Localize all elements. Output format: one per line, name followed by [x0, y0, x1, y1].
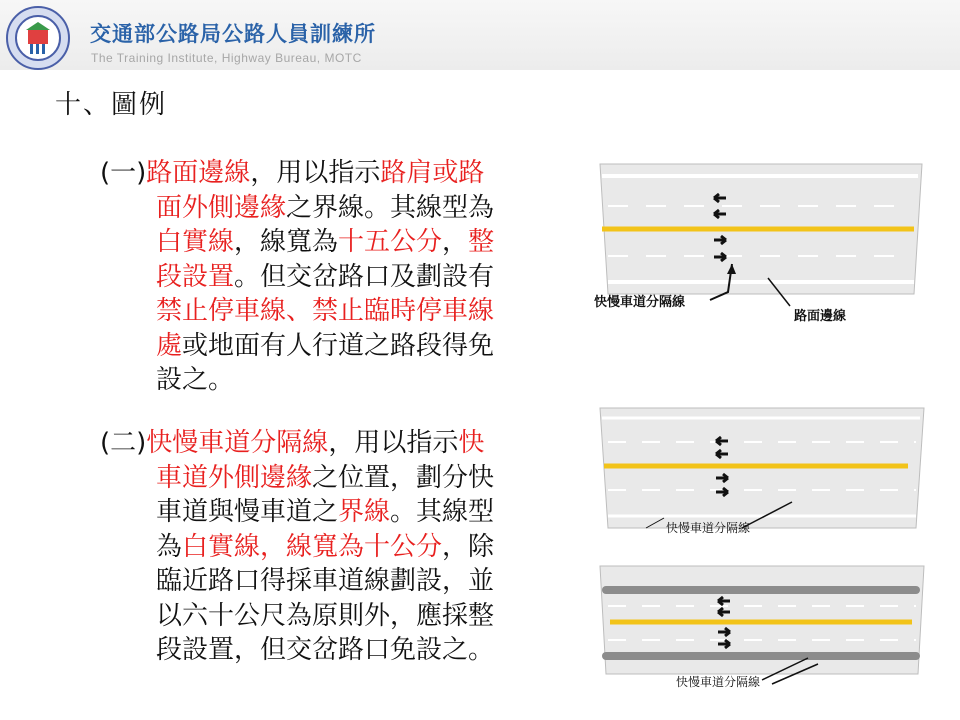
body-text: 段設置，但交岔路口免設之。 — [156, 635, 495, 665]
body-text: 為 — [156, 531, 183, 562]
highlighted-text: 面外側邊緣 — [156, 192, 287, 223]
fig1-divider-label: 快慢車道分隔線 — [594, 295, 686, 310]
item2-line — [100, 599, 494, 634]
highlighted-text: 整 — [468, 227, 495, 257]
item2-line — [100, 633, 494, 668]
highlighted-text: 界線 — [338, 497, 391, 527]
org-name-en: The Training Institute, Highway Bureau, MOTC — [91, 51, 362, 65]
body-text: 。但交岔路口及劃設有 — [234, 261, 495, 292]
org-name: 交通部公路局公路人員訓練所 — [90, 22, 376, 46]
item1-marker: (一) — [100, 158, 147, 188]
item1-line — [100, 294, 494, 329]
figure-divider-line-a — [594, 404, 928, 550]
body-text: 。其線型 — [390, 497, 495, 527]
highlighted-text: 禁止停車線、禁止臨時停車線 — [156, 296, 495, 326]
highlighted-text: 白實線，線寬為十公分 — [182, 531, 443, 562]
item1-line — [100, 156, 494, 191]
highlighted-text: 快 — [458, 428, 485, 458]
body-text: ，用以指示 — [250, 158, 381, 188]
body-text: ， — [442, 227, 469, 257]
body-text: 車道與慢車道之 — [156, 497, 339, 527]
item1-line — [100, 225, 494, 260]
item1-line — [100, 363, 494, 398]
highlighted-text: 處 — [156, 330, 183, 361]
fig3-divider-label: 快慢車道分隔線 — [676, 675, 761, 689]
body-text: 設之。 — [156, 365, 235, 395]
highlighted-text: 快慢車道分隔線 — [146, 428, 329, 458]
body-text: 以六十公尺為原則外，應採整 — [156, 600, 495, 631]
item1-line — [100, 329, 494, 364]
item2-line — [100, 426, 494, 461]
figure-divider-line-b — [594, 562, 930, 696]
item1-line — [100, 260, 494, 295]
fig2-divider-label: 快慢車道分隔線 — [666, 521, 751, 535]
institute-logo-icon — [6, 6, 70, 70]
highlighted-text: 白實線 — [156, 227, 235, 257]
item2-line — [100, 495, 494, 530]
body-text: 之位置，劃分快 — [312, 462, 495, 493]
body-text: ，線寬為 — [234, 227, 339, 257]
body-text: 或地面有人行道之路段得免 — [182, 330, 495, 361]
item1-text — [100, 156, 494, 398]
highlighted-text: 段設置 — [156, 261, 235, 292]
figure-edge-line — [592, 160, 928, 330]
body-text: ，用以指示 — [328, 428, 459, 458]
item2-line — [100, 461, 494, 496]
highlighted-text: 路面邊線 — [146, 158, 251, 188]
item2-text — [100, 426, 494, 668]
highlighted-text: 路肩或路 — [380, 158, 485, 188]
highlighted-text: 車道外側邊緣 — [156, 462, 313, 493]
header-bar — [0, 0, 960, 70]
section-title: 十、圖例 — [55, 90, 168, 120]
item2-line — [100, 564, 494, 599]
body-text: 臨近路口得採車道線劃設，並 — [156, 566, 495, 596]
highlighted-text: 十五公分 — [338, 227, 443, 257]
fig1-edge-label: 路面邊線 — [794, 309, 847, 324]
body-text: ，除 — [442, 531, 495, 562]
item1-line — [100, 191, 494, 226]
item2-line — [100, 530, 494, 565]
body-text: 之界線。其線型為 — [286, 192, 495, 223]
item2-marker: (二) — [100, 428, 147, 458]
